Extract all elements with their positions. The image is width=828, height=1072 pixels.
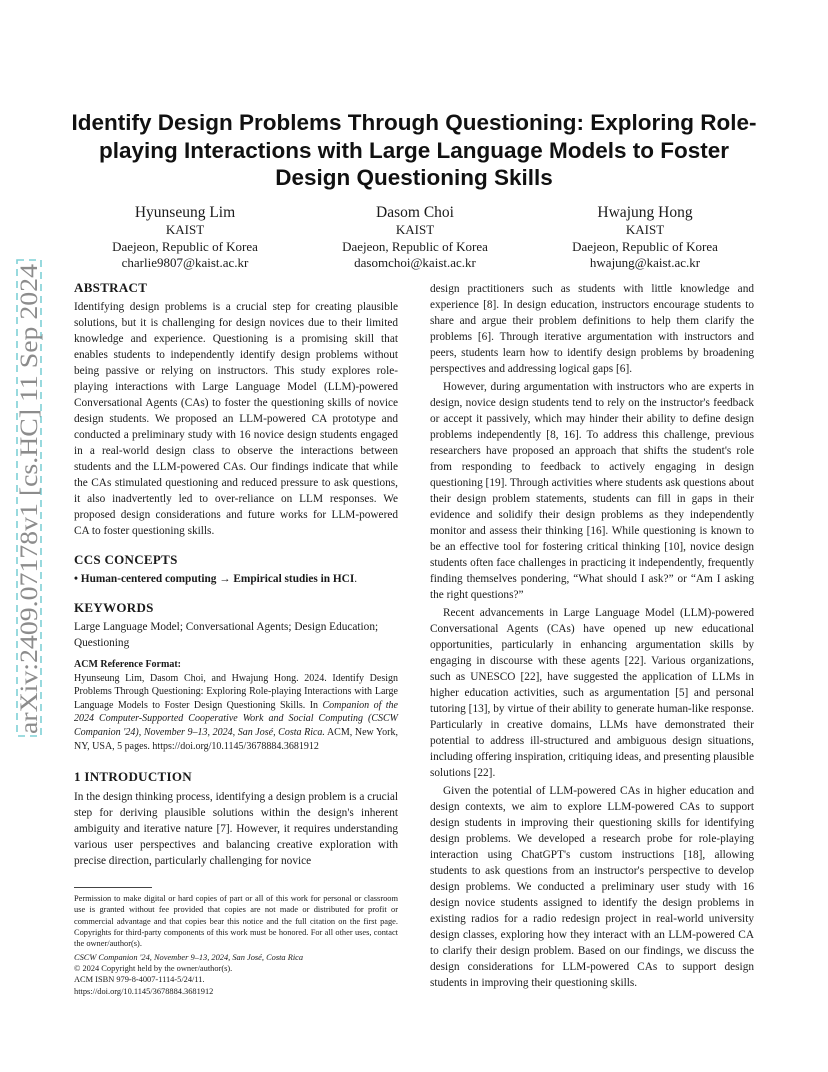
author-block xyxy=(70,203,760,272)
author-affiliation: KAIST xyxy=(395,222,435,237)
author-affiliation: KAIST xyxy=(625,222,665,237)
author-affiliation: KAIST xyxy=(165,222,205,237)
author-name: Hwajung Hong xyxy=(597,204,693,221)
body-paragraph: design practitioners such as students with little knowledge and experience [8]. In design education, instructors encourage students to share and argue their problem definitions to help them clarify the problems [6]. Through iterative argumentation with instructors and peers, students learn how to identify design problems by broadening perspectives and addressing logical gaps [6]. xyxy=(430,283,754,375)
author-2 xyxy=(300,203,530,272)
doi-link[interactable]: https://doi.org/10.1145/3678884.3681912 xyxy=(74,986,214,996)
abstract-text: Identifying design problems is a crucial step for creating plausible solutions, but it is challenging for design novices due to their limited knowledge and experience. Questioning is a promising skill that enables students to independently identify design problems without being passive or relying on instructors. This study explores role-playing interactions with Large Language Model (LLM)-powered Conversational Agents (CAs) to foster the questioning skills of novice design students. We proposed an LLM-powered CA prototype and conducted a preliminary study with 16 novice design students engaged in a real-world design class to observe the interactions between students and the LLM-powered CAs. Our findings indicate that while the CAs stimulated questioning and reduced pressure to ask questions, it also inadvertently led to over-reliance on LLM responses. We proposed design considerations and future works for LLM-powered CA to foster questioning skills. xyxy=(74,301,398,537)
body-paragraph: Recent advancements in Large Language Model (LLM)-powered Conversational Agents (CAs) have opened up new educational opportunities, particularly in enhancing argumentation skills by engaging in discourse with these agents [22]. Various organizations, such as UNESCO [22], have suggested the application of LLMs in higher education activities, such as argumentation [5] and personal tutoring [13], by virtue of their ability to generate human-like response. Particularly in creative domains, LLMs have demonstrated their potential to address ill-structured and ambiguous design situations, including offering inspiration, critiquing ideas, and presenting plausible solutions [22]. xyxy=(430,607,754,779)
reference-text: Hyunseung Lim, Dasom Choi, and Hwajung Hong. 2024. Identify Design Problems Through Questioning: Exploring Role-playing Interactions with Large Language Models to Foster Design Questioning Skills. In Companion of the 2024 Computer-Supported Cooperative Work and Social Computing (CSCW Companion '24), November 9–13, 2024, San José, Costa Rica. ACM, New York, NY, USA, 5 pages. https://doi.org/10.1145/3678884.3681912 xyxy=(74,672,398,752)
acm-reference xyxy=(74,658,398,753)
footnote xyxy=(74,893,398,997)
isbn-line: ACM ISBN 979-8-4007-1114-5/24/11. xyxy=(74,975,205,985)
author-location: Daejeon, Republic of Korea xyxy=(342,238,488,254)
author-email[interactable]: charlie9807@kaist.ac.kr xyxy=(121,255,249,270)
arxiv-watermark xyxy=(14,258,44,738)
reference-venue: Companion of the 2024 Computer-Supported Cooperative Work and Social Computing (CSCW Companion '24), November 9–13, 2024, San José, Costa Rica. xyxy=(74,699,398,738)
body-paragraph: Given the potential of LLM-powered CAs in higher education and design contexts, we aim to explore LLM-powered CAs to support design students in improving their questioning skills for identifying design problems. We developed a research probe for role-playing interaction using ChatGPT's custom instructions [18], allowing students to ask questions from an instructor's perspective to develop design problems. We conducted a preliminary user study with 16 design novice students assigned to identify the design problems in existing radios for a radio redesign project in real-world university design classes, exploring how they interact with an LLM-powered CA to clarify their design problem. Based on our findings, we discuss the design considerations for LLM-powered CAs to support design students in improving their questioning skills. xyxy=(430,785,754,989)
keywords-heading: KEYWORDS xyxy=(74,600,154,615)
conference-line: CSCW Companion '24, November 9–13, 2024, San José, Costa Rica xyxy=(74,952,304,962)
author-email[interactable]: hwajung@kaist.ac.kr xyxy=(589,255,701,270)
abstract-heading: ABSTRACT xyxy=(74,280,148,295)
ccs-heading: CCS CONCEPTS xyxy=(74,552,178,567)
arxiv-id: arXiv:2409.07178v1 [cs.HC] 11 Sep 2024 xyxy=(16,311,43,734)
author-name: Dasom Choi xyxy=(376,204,454,221)
right-column xyxy=(430,281,754,991)
author-email[interactable]: dasomchoi@kaist.ac.kr xyxy=(354,255,476,270)
reference-heading: ACM Reference Format: xyxy=(74,659,181,670)
author-name: Hyunseung Lim xyxy=(134,204,236,221)
left-column xyxy=(74,280,398,997)
author-1 xyxy=(70,203,300,272)
body-paragraph: However, during argumentation with instructors who are experts in design, novice design students tend to rely on the instructor's feedback or accept it passively, which may hinder their ability to define design problems independently [8, 16]. To address this challenge, previous researchers have proposed an approach that shifts the student's role from responding to feedback to actively engaging in design questioning [19]. Through activities where students ask questions about their design problem statements, students can fill in gaps in their evidence and solidify their design problems as they independently monitor and assess their thinking [16]. While questioning is known to be an effective tool for fostering critical thinking [10], novice design students often face challenges in practicing it independently, frequently finding themselves pondering, “What should I ask?” or “Am I asking the right questions?” xyxy=(430,381,754,601)
permission-notice: Permission to make digital or hard copies of part or all of this work for personal or classroom use is granted without fee provided that copies are not made or distributed for profit or commercial advantage and that copies bear this notice and the full citation on the first page. Copyrights for third-party components of this work must be honored. For all other uses, contact the owner/author(s). xyxy=(74,894,398,949)
ccs-concept-text: • Human-centered computing → Empirical studies in HCI xyxy=(74,573,355,585)
introduction-heading: 1 INTRODUCTION xyxy=(74,769,192,785)
paper-title: Identify Design Problems Through Questioning: Exploring Role-playing Interactions with Large Language Models to Foster Design Questioning Skills xyxy=(71,110,757,190)
ccs-suffix: . xyxy=(354,573,358,585)
ccs-concepts xyxy=(74,571,398,587)
intro-paragraph: In the design thinking process, identifying a design problem is a crucial step for deriving plausible solutions within the design's inherent ambiguity and iterative nature [7]. However, it requires understanding various user perspectives and balancing creative exploration with precise direction, particularly challenging for novice xyxy=(74,791,398,868)
copyright-line: © 2024 Copyright held by the owner/author(s). xyxy=(74,963,233,973)
footnote-rule xyxy=(74,887,152,888)
author-3 xyxy=(530,203,760,272)
author-location: Daejeon, Republic of Korea xyxy=(112,238,258,254)
keywords-text: Large Language Model; Conversational Agents; Design Education; Questioning xyxy=(74,621,379,649)
author-location: Daejeon, Republic of Korea xyxy=(572,238,718,254)
